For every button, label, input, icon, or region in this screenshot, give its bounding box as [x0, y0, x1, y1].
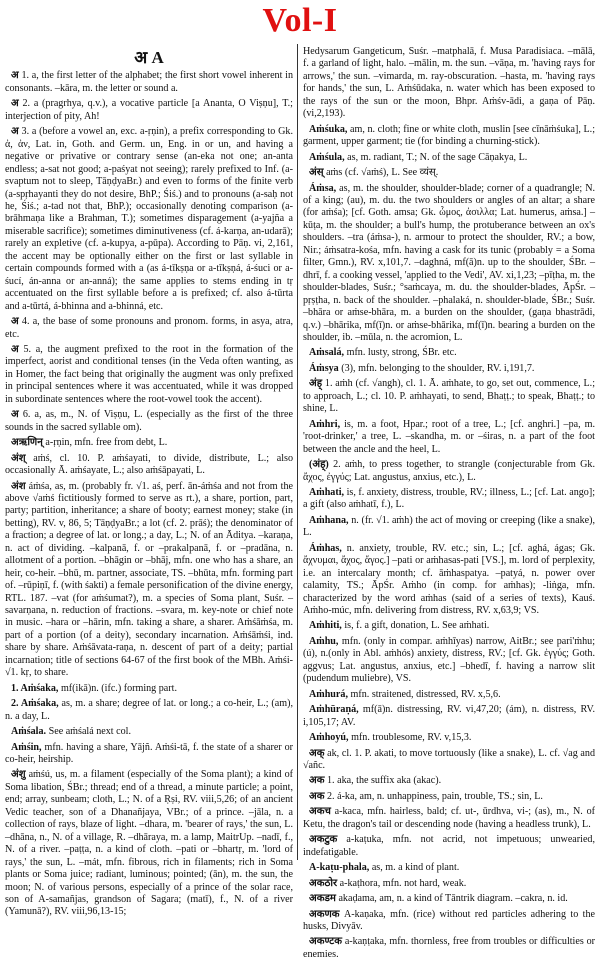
entry-headword: Aṁśuka,	[309, 123, 348, 135]
entry-headword: Aṁhūraṇá,	[309, 704, 359, 716]
entry-headword: Aṁśin,	[11, 741, 42, 753]
entry-headword: Aṁhurá,	[309, 688, 348, 700]
entry-definition: Hedysarum Gangeticum, Suśr. –matphalā, f. Musa Paradisiaca. –mālā, f. a garland of light, halo. –mālin, m. the sun. –vāṇa, m. 'having rays for arrows,' the sun. –vimarda, m. ray-obscuration. –hasta, m. 'having rays for hands,' the sun, L. Aṁśūdaka, n. water which has been exposed to the rays of the sun or the moon, Bhpr. Aṁśv-ādi, a gaṇa of Pāṇ. (vi,2,193).	[303, 46, 595, 120]
entry-definition: 3. a (before a vowel an, exc. a-ṛṇin), a prefix corresponding to Gk. ἀ, ἀν, Lat. in, Goth. and Germ. un, Eng. in or un, and having a negative or privative or contrary sense (an-eka not one; an-anta endless; a-sat not good; a-paśyat not seeing); rarely prefixed to Inf. (a-svaptum not to sleep, TāṇḍyaBr.) and even to forms of the finite verb (a-spṛhayanti they do not desire, BhP.; Śiś.) and to pronouns (a-saḥ not he, Śiś.; a-tad not that, BhP.); occasionally denoting comparison (a-brāhmaṇa like a Brahman, T.); sometimes disparagement (a-yajña a miserable sacrifice); sometimes diminutiveness (cf. á-karṇa, an-udarā); rarely an expletive (cf. a-kupya, a-pūpa). According to Pāṇ. vi, 2,161, the accent may be optionally either on the first or last syllable in certain compounds formed with a (as á-tīkṣṇa or a-tīkṣṇá, á-śuci or a-śucí, án-anna or an-anná); the same applies to stems ending in tṛ accentuated on the first syllable before a is prefixed; cf. also á-tūrta and a-tūrtá, á-bhinna and a-bhinná, etc.	[5, 126, 293, 312]
entry-definition: is, m. a foot, Hpar.; root of a tree, L.; [cf. anghri.] –pa, m. 'root-drinker,' a tree, L. –skandha, m. or –śiras, n. a part of the foot between the ancle and the heel, L.	[303, 418, 595, 455]
entry-definition: a-kaṭuka, mfn. not acrid, not impetuous; unwearied, indefatigable.	[303, 834, 595, 858]
entry-definition: as, m. radiant, T.; N. of the sage Cāṇakya, L.	[347, 151, 528, 163]
dictionary-entry	[303, 363, 595, 375]
dictionary-entry	[303, 152, 595, 164]
entry-headword: अक	[309, 790, 325, 802]
entry-headword: अ	[11, 126, 19, 138]
entry-definition: n. anxiety, trouble, RV. etc.; sin, L.; [cf. aghá, ágas; Gk. ἄχνυμαι, ἄχος, ἄγος.] –pati or aṁhasas-pati [VS.], m. lord of perplexity, i.e. an intercalary month; cf. āṁhaspatya. –patyá, n. power over calamity, TS.; ĀpŚr. Aṁho (in comp. for aṁhas); -liṅga, mfn. characterized by the word aṁhas (said of a series of texts), Kauś. Aṁho-múc, mfn. delivering from distress, RV. x,63,9; VS.	[303, 542, 595, 617]
dictionary-entry	[303, 46, 595, 121]
entry-definition: 1. a, the first letter of the alphabet; the first short vowel inherent in consonants. –kāra, m. the letter or sound a.	[5, 70, 293, 94]
entry-definition: aṁś, cl. 10. P. aṁśayati, to divide, distribute, L.; also occasionally Ā. aṁśayate, L.; also aṁśāpayati, L.	[5, 452, 294, 477]
entry-headword: Aṁhri,	[309, 418, 341, 430]
entry-definition: akaḍama, am, n. a kind of Tāntrik diagram. –cakra, n. id.	[338, 893, 568, 905]
dictionary-entry	[303, 124, 595, 149]
dictionary-entry	[5, 316, 293, 341]
left-column	[5, 44, 293, 922]
entry-definition: See aṁśalá next col.	[48, 726, 131, 738]
dictionary-entry	[5, 481, 293, 680]
entry-definition: mfn. having a share, Yājñ. Aṁśi-tā, f. the state of a sharer or co-heir, heirship.	[5, 741, 293, 766]
entry-headword: अ	[11, 70, 19, 82]
entry-definition: as, m. a share; degree of lat. or long.; a co-heir, L.; (am), n. a day, L.	[5, 698, 293, 722]
dictionary-entry	[5, 742, 293, 767]
entry-definition: mf(ā)n. distressing, RV. vi,47,20; (ám), n. distress, RV. i,105,17; AV.	[303, 704, 595, 728]
entry-definition: 4. a, the base of some pronouns and pronom. forms, in asya, atra, etc.	[5, 316, 293, 340]
dictionary-entry	[5, 437, 293, 449]
entry-definition: 1. aka, the suffix aka (akac).	[327, 775, 442, 787]
dictionary-entry	[303, 936, 595, 961]
entry-headword: अंस्	[309, 167, 324, 179]
entry-definition: A-kaṇaka, mfn. (rice) without red particles adhering to the husks, Divyāv.	[303, 908, 595, 932]
right-column	[303, 46, 595, 964]
entry-definition: mfn. troublesome, RV. v,15,3.	[351, 732, 472, 744]
dictionary-entry	[5, 726, 293, 738]
entry-definition: a-ṛṇin, mfn. free from debt, L.	[45, 437, 168, 449]
entry-definition: a-kaca, mfn. hairless, bald; cf. ut-, ūrdhva, vi-; (as), m., N. of Ketu, the dragon's tail or descending node (having a headless trunk), L.	[303, 806, 595, 830]
entry-definition: a-kaṭhora, mfn. not hard, weak.	[339, 877, 467, 889]
dictionary-entry	[303, 748, 595, 773]
entry-headword: Áṁsa,	[309, 182, 337, 194]
entry-definition: as, m. the shoulder, shoulder-blade; corner of a quadrangle; N. of a king; (au), m. du. the two shoulders or angles of an altar; a share (for aṁśa); [cf. Goth. amsa; Gk. ὦμος, ἀσιλλα; Lat. humerus, aṁsa.] –kūṭa, m. the shoulder; a bull's hump, the protuberance between an ox's shoulders. –tra (áṁsa-), n. armour to protect the shoulder, RV.; a bow, Nir.; áṁsatra-kośa, mfn. having a cask for its tunic (probably = a Soma filter, Gmn.), RV. x,101,7. –daghná, mf(ā)n. up to the shoulder, ŚBr. –dhrī, f. a cooking vessel, 'applied to the Vedi', AV. xi,1,23; –pīṭha, m. the shoulder-blades, Suśr.; °saṁcaya, m. du. the shoulder-blades, ĀpŚr. –pṛṣṭha, n. back of the shoulder. –phalaká, n. shoulder-blade, ŚBr.; Suśr. –bhāra or aṁse-bhāra, m. a burden on the shoulder, (gaṇa bhastrādi, q.v.) –bhārika, mf(ī)n. or aṁse-bhārika, mf(ī)n. bearing a burden on the shoulder, ib. –mūla, n. the acromion, L.	[303, 182, 596, 343]
entry-headword: अंह्	[309, 378, 323, 390]
dictionary-entry	[303, 636, 595, 686]
dictionary-entry	[5, 70, 293, 95]
entry-headword: अकण्टक	[309, 936, 342, 948]
dictionary-entry	[5, 769, 293, 918]
entry-headword: अक्	[309, 747, 325, 759]
entry-definition: (3), mfn. belonging to the shoulder, RV. i,191,7.	[341, 362, 535, 374]
dictionary-entry	[303, 378, 595, 415]
entry-definition: is, f. anxiety, distress, trouble, RV.; illness, L.; [cf. Lat. ango]; a gift (also aṁhatī, f.), L.	[303, 486, 596, 511]
dictionary-entry	[303, 791, 595, 803]
entry-headword: अकठोर	[309, 877, 338, 889]
entry-headword: अ	[11, 316, 19, 328]
dictionary-entry	[303, 459, 595, 484]
entry-definition: 1. aṁh (cf. √angh), cl. 1. Ā. aṁhate, to go, set out, commence, L.; to approach, L.; cl. 10. P. aṁhayati, to send, Bhaṭṭ.; to speak, Bhaṭṭ.; to shine, L.	[303, 378, 595, 415]
volume-title: Vol-I	[262, 2, 338, 39]
left-entries	[5, 70, 293, 918]
entry-headword: Áṁsya	[309, 362, 339, 374]
entry-headword: अक	[309, 775, 325, 787]
entry-headword: Aṁhana,	[309, 514, 349, 526]
dictionary-entry	[303, 775, 595, 787]
entry-headword: अंश्	[11, 452, 26, 464]
dictionary-entry	[303, 167, 595, 179]
dictionary-entry	[303, 689, 595, 701]
entry-headword: 2. Aṁśaka,	[11, 698, 59, 710]
entry-definition: áṁśa, as, m. (probably fr. √1. aś, perf. ān-áṁśa and not from the above √aṁś fictitiously formed to serve as rt.), a share, portion, part, party; partition, inheritance; a share of booty; earnest money; stake (in betting), RV. v, 86, 5; TāṇḍyaBr.; a lot (cf. 2. prāś); the denominator of a fraction; a degree of lat. or long.; a day, L.; N. of an Āditya. –karaṇa, n. act of dividing. –kalpanā, f. or –prakalpanā, f. or –pradāna, n. allotment of a portion. –bhāgin or –bhāj, mfn. one who has a share, an heir, co-heir. –bhū, m. partner, associate, TS. –bhūta, mfn. forming part of. –rūpiṇī, f. (with śakti) a female personification of the divine energy, RTL. 187. –vat (for aṁśumat?), m. a species of Soma plant, Suśr. –savarṇana, n. reduction of fractions. –svara, m. key-note or chief note in music. –hara or –hārin, mfn. taking a share, a sharer. Aṁśāṁśa, m. part of a portion (of a deity), secondary incarnation. Aṁśāṁśi, ind. share by share. Aṁśāvata-raṇa, n. descent of part of a deity; partial incarnation; title of sections 64-67 of the first book of the MBh. Aṁśi-√1. kṛ, to share.	[5, 480, 293, 679]
entry-definition: a-kaṇṭaka, mfn. thornless, free from troubles or difficulties or enemies.	[303, 936, 595, 960]
entry-definition: 2. á-ka, am, n. unhappiness, pain, trouble, TS.; sin, L.	[327, 790, 543, 802]
entry-headword: अ	[11, 98, 19, 110]
dictionary-entry	[303, 878, 595, 890]
entry-headword: Aṁhiti,	[309, 620, 342, 632]
entry-definition: 2. aṁh, to press together, to strangle (conjecturable from Gk. ἄχος, ἐγγύς; Lat. angustus, anxius, etc.), L.	[303, 459, 595, 483]
dictionary-entry	[303, 893, 595, 905]
dictionary-entry	[303, 806, 595, 831]
entry-definition: as, m. a kind of plant.	[371, 862, 460, 874]
column-divider	[297, 44, 298, 860]
entry-definition: 5. a, the augment prefixed to the root in the formation of the imperfect, aorist and conditional tenses (in the Veda often wanting, as in Homer, the fact being that originally the augment was only prefixed in principal sentences where it was accentuated, while it was dropped in subordinate sentences where the root-vowel took the accent).	[5, 343, 293, 405]
entry-definition: mfn. straitened, distressed, RV. x,5,6.	[350, 688, 501, 700]
entry-definition: ak, cl. 1. P. akati, to move tortuously (like a snake), L. cf. √ag and √añc.	[303, 747, 595, 772]
entry-headword: 1. Aṁśaka,	[11, 682, 59, 694]
dictionary-entry	[303, 834, 595, 859]
entry-headword: अकडम	[309, 893, 336, 905]
entry-headword: Aṁśula,	[309, 151, 345, 163]
entry-headword: Aṁśala.	[11, 726, 47, 738]
entry-definition: aṁśú, us, m. a filament (especially of the Soma plant); a kind of Soma libation, ŚBr.; thread; end of a thread, a minute particle; a point, end; array, sunbeam; cloth, L.; N. of a Ṛṣi, RV. viii,5,26; of an ancient Vedic teacher, son of a Dhanañjaya, VBr.; of a prince. –jāla, n. a collection of rays, blaze of light. –dhara, m. 'bearer of rays,' the sun, L. –dhāna, n., N. of a village, R. –dhāraya, m. a lamp, MaitrUp. –nadī, f., N. of a river. –paṭṭa, n. a kind of cloth. –pati or –bhartṛ, m. 'lord of rays,' the sun, L. –mát, mfn. fibrous, rich in filaments; rich in Soma plants or Soma juice; radiant, luminous; pointed; (ān), m. the sun, the moon; N. of various persons, especially of a prince of the solar race, son of A-samañjas, grandson of Sagara; (matī), f., N. of a river (Yamunā?), RV. viii,96,13-15;	[5, 769, 293, 918]
entry-headword: Aṁhu,	[309, 635, 339, 647]
entry-definition: 2. a (pragrhya, q.v.), a vocative particle [a Ananta, O Viṣṇu], T.; interjection of pity, Ah!	[5, 98, 293, 122]
section-heading: अ A	[134, 48, 164, 67]
entry-definition: is, f. a gift, donation, L. See aṁhati.	[344, 620, 490, 632]
dictionary-entry	[5, 409, 293, 434]
entry-headword: अ	[11, 343, 19, 355]
entry-definition: am, n. cloth; fine or white cloth, muslin [see cīnāṁśuka], L.; garment, upper garment; tie (for binding a churning-stick).	[303, 123, 595, 148]
dictionary-entry	[5, 683, 293, 695]
dictionary-entry	[303, 543, 595, 618]
entry-headword: Aṁhati,	[309, 486, 345, 498]
entry-headword: अकटुक	[309, 834, 338, 846]
dictionary-entry	[303, 515, 595, 540]
dictionary-entry	[303, 419, 595, 456]
entry-headword: Aṁhoyú,	[309, 732, 349, 744]
dictionary-entry	[5, 453, 293, 478]
entry-headword: अकणक	[309, 908, 340, 920]
dictionary-entry	[303, 732, 595, 744]
entry-definition: 6. a, as, m., N. of Viṣṇu, L. (especially as the first of the three sounds in the sacred syllable om).	[5, 409, 293, 433]
dictionary-entry	[303, 862, 595, 874]
dictionary-entry	[303, 909, 595, 934]
entry-headword: Aṁsalá,	[309, 347, 345, 359]
entry-headword: Áṁhas,	[309, 542, 342, 554]
entry-headword: A-kaṭu-phala,	[309, 862, 370, 874]
dictionary-entry	[303, 487, 595, 512]
entry-definition: n. (fr. √1. aṁh) the act of moving or creeping (like a snake), L.	[303, 514, 595, 539]
right-entries	[303, 46, 595, 961]
entry-definition: aṁs (cf. √aṁś), L. See व्यंस्.	[326, 167, 439, 179]
dictionary-entry	[303, 347, 595, 359]
dictionary-entry	[303, 183, 595, 345]
entry-definition: mfn. lusty, strong, ŚBr. etc.	[346, 347, 457, 359]
entry-definition: mf(ikā)n. (ifc.) forming part.	[60, 682, 177, 694]
dictionary-entry	[5, 344, 293, 406]
entry-headword: अंशु	[11, 769, 26, 781]
entry-definition: mfn. (only in compar. aṁhīyas) narrow, AitBr.; see pari'ṁhu; (ú), n.(only in Abl. aṁhós) anxiety, distress, RV.; [cf. Gk. ἐγγύς; Goth. aggvus; Lat. angustus, anxius, etc.] –bhedī, f. having a narrow slit (pudendum muliebre), VS.	[303, 635, 595, 685]
dictionary-entry	[5, 98, 293, 123]
entry-headword: अकच	[309, 806, 331, 818]
entry-headword: अंश	[11, 480, 26, 492]
entry-headword: अऋणिन्	[11, 437, 43, 449]
entry-headword: अ	[11, 409, 19, 421]
dictionary-entry	[303, 620, 595, 632]
dictionary-entry	[303, 704, 595, 729]
entry-headword: (अंह्)	[309, 459, 329, 471]
dictionary-entry	[5, 698, 293, 723]
dictionary-entry	[5, 126, 293, 313]
